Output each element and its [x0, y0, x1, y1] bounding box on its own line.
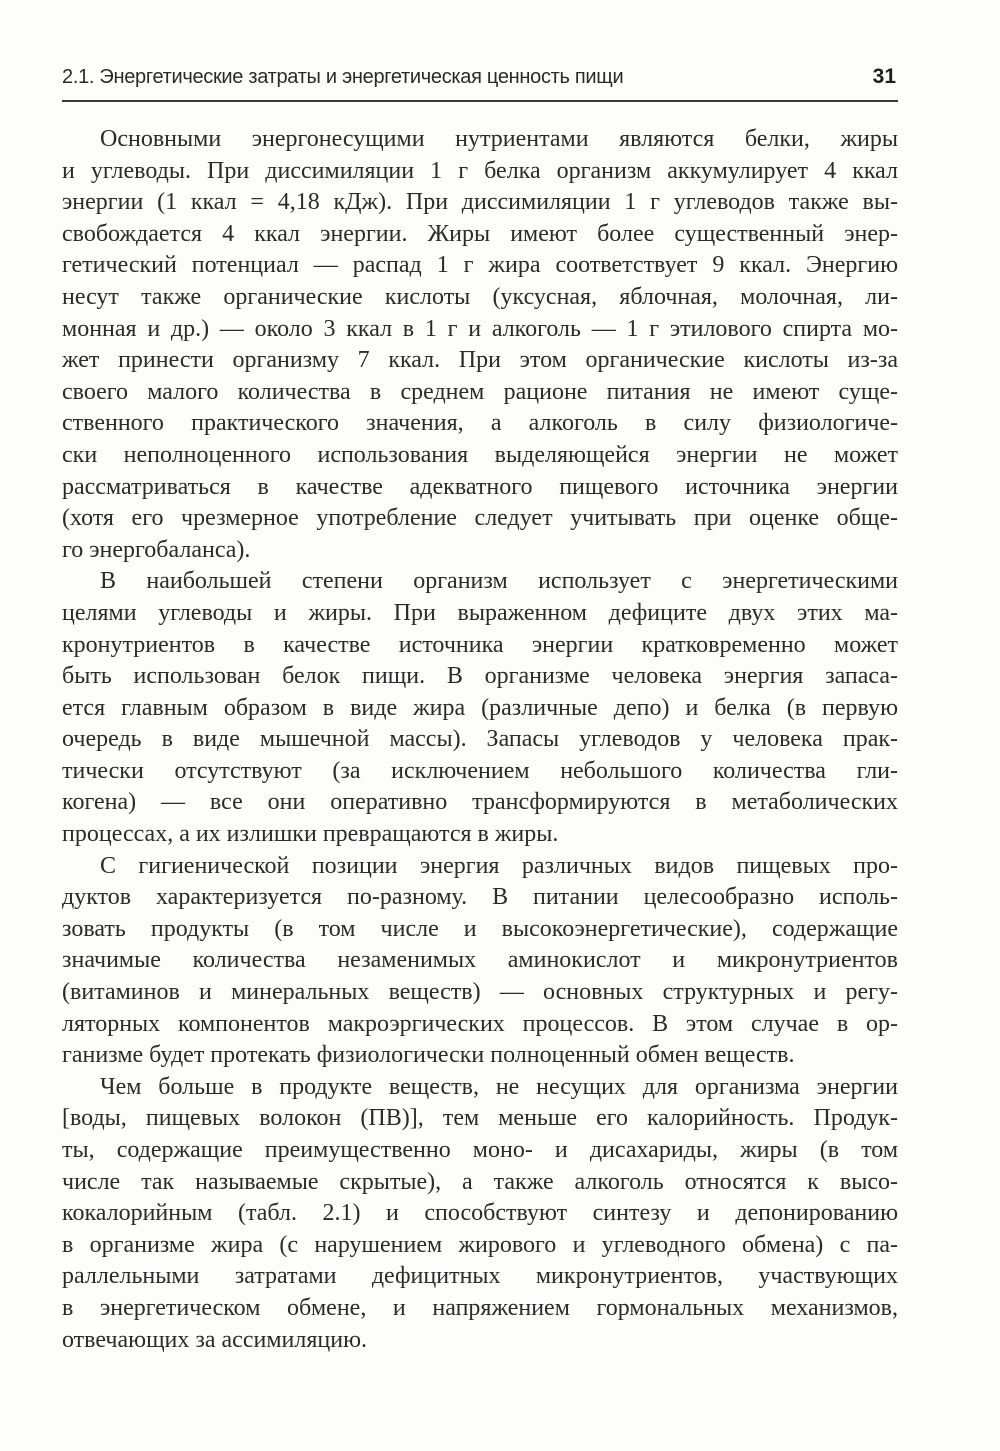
text-line: раллельными затратами дефицитных микронутриентов, участвующих	[62, 1263, 898, 1290]
text-line: значимые количества незаменимых аминокислот и микронутриентов	[62, 947, 898, 974]
text-line: гетический потенциал — распад 1 г жира соответствует 9 ккал. Энергию	[62, 252, 898, 279]
text-line: своего малого количества в среднем рационе питания не имеют суще-	[62, 378, 898, 405]
running-header	[62, 60, 898, 102]
text-line: В наибольшей степени организм использует с энергетическими	[100, 568, 898, 595]
body-text	[62, 124, 898, 1356]
text-line: Чем больше в продукте веществ, не несущих для организма энергии	[100, 1073, 898, 1100]
text-line: С гигиенической позиции энергия различных видов пищевых про-	[100, 852, 898, 879]
text-line: ски неполноценного использования выделяющейся энергии не может	[62, 441, 898, 468]
text-line: го энергобаланса).	[62, 536, 251, 563]
text-line: и углеводы. При диссимиляции 1 г белка организм аккумулирует 4 ккал	[62, 157, 898, 184]
text-line: кокалорийным (табл. 2.1) и способствуют синтезу и депонированию	[62, 1200, 898, 1227]
text-line: энергии (1 ккал = 4,18 кДж). При диссимиляции 1 г углеводов также вы-	[62, 189, 898, 216]
text-line: монная и др.) — около 3 ккал в 1 г и алкоголь — 1 г этилового спирта мо-	[62, 315, 898, 342]
text-line: (хотя его чрезмерное употребление следует учитывать при оценке обще-	[62, 505, 898, 532]
text-line: Основными энергонесущими нутриентами являются белки, жиры	[100, 126, 898, 152]
text-line: ляторных компонентов макроэргических процессов. В этом случае в ор-	[62, 1010, 898, 1037]
text-line: жет принести организму 7 ккал. При этом органические кислоты из-за	[62, 347, 898, 374]
text-line: отвечающих за ассимиляцию.	[62, 1326, 367, 1353]
text-line: [воды, пищевых волокон (ПВ)], тем меньше его калорийность. Продук-	[62, 1105, 898, 1132]
text-line: числе так называемые скрытые), а также алкоголь относятся к высо-	[62, 1168, 898, 1195]
text-line: тически отсутствуют (за исключением небольшого количества гли-	[62, 757, 898, 784]
text-line: целями углеводы и жиры. При выраженном дефиците двух этих ма-	[62, 599, 898, 626]
text-line: (витаминов и минеральных веществ) — основных структурных и регу-	[62, 979, 898, 1006]
text-line: в энергетическом обмене, и напряжением гормональных механизмов,	[62, 1294, 898, 1321]
text-line: кронутриентов в качестве источника энергии кратковременно может	[62, 631, 898, 658]
text-line: несут также органические кислоты (уксусная, яблочная, молочная, ли-	[62, 283, 898, 310]
text-line: ственного практического значения, а алкоголь в силу физиологиче-	[62, 410, 898, 437]
text-line: очередь в виде мышечной массы). Запасы углеводов у человека прак-	[62, 726, 898, 753]
text-line: когена) — все они оперативно трансформируются в метаболических	[62, 789, 898, 816]
text-line: зовать продукты (в том числе и высокоэнергетические), содержащие	[62, 915, 898, 942]
text-line: быть использован белок пищи. В организме человека энергия запаса-	[62, 663, 898, 690]
text-line: в организме жира (с нарушением жирового и углеводного обмена) с па-	[62, 1231, 898, 1258]
page-number: 31	[872, 65, 896, 88]
section-title: 2.1. Энергетические затраты и энергетическая ценность пищи	[62, 66, 624, 88]
text-line: процессах, а их излишки превращаются в жиры.	[62, 821, 559, 848]
text-line: ется главным образом в виде жира (различные депо) и белка (в первую	[62, 694, 898, 721]
text-line: ты, содержащие преимущественно моно- и дисахариды, жиры (в том	[62, 1137, 898, 1163]
text-line: свобождается 4 ккал энергии. Жиры имеют более существенный энер-	[62, 220, 898, 247]
text-line: ганизме будет протекать физиологически полноценный обмен веществ.	[62, 1042, 795, 1069]
text-line: дуктов характеризуется по-разному. В питании целесообразно исполь-	[62, 884, 898, 911]
text-line: рассматриваться в качестве адекватного пищевого источника энергии	[62, 473, 898, 500]
